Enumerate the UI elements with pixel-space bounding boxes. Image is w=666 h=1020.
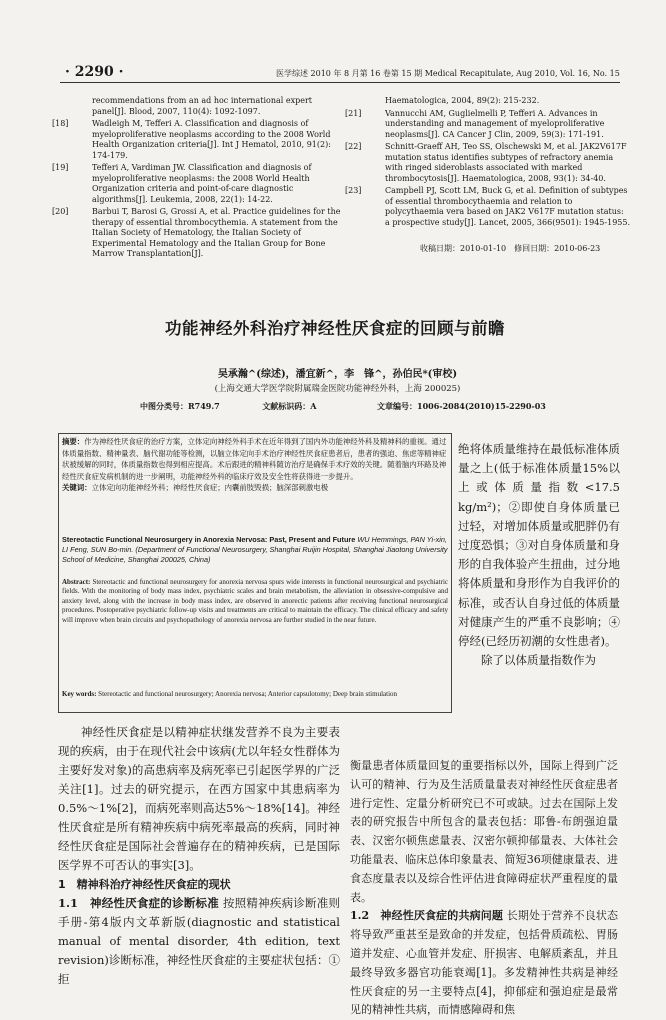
article-number: 文章编号：1006-2084(2010)15-2290-03 [377,401,546,411]
references-left [52,96,342,262]
section-1-1-text: 按照精神疾病诊断准则手册-第4版内文革新版(diagnostic and statistical manual of mental disorder, 4th edition, text revision)诊断标准，神经性厌食症的主要症状包括：①拒 [58,896,341,986]
keywords-en-block [62,690,448,699]
reference-item: [21] Vannucchi AM, Guglielmelli P, Tefferi A. Advances in understanding and management of myeloproliferative neoplasms[J]. CA Cancer J Clin, 2009, 59(3): 171-191. [345,108,605,139]
page-number: · 2290 · [65,64,124,80]
section-1-heading: 1 精神科治疗神经性厌食症的现状 [58,878,231,891]
section-1-1-title: 1.1 神经性厌食症的诊断标准 [58,896,220,910]
journal-header: 医学综述 2010 年 8 月第 16 卷第 15 期 Medical Recapitulate, Aug 2010, Vol. 16, No. 15 [276,69,620,78]
reference-item: [20] Barbui T, Barosi G, Grossi A, et al. Practice guidelines for the therapy of essential thrombocythemia. A statement from the Italian Society of Hematology, the Italian Society of Experimental Hematology and the Italian Group for Bone Marrow Transplantation[J]. [52,207,341,258]
reference-item: Haematologica, 2004, 89(2): 215-232. [385,96,540,105]
abstract-en [62,578,448,625]
doc-code: 文献标识码：A [262,401,317,411]
abstract-zh [62,436,448,494]
abstract-en-authors: WU Hemmings, PAN Yi-xin, LI Feng, SUN Bo-min. [62,535,447,554]
section-1-2 [350,907,618,1020]
keywords-zh-label: 关键词： [62,483,92,492]
right-column-body [350,757,618,1020]
right-column-top [458,440,620,670]
reference-item: [19] Tefferi A, Vardiman JW. Classification and diagnosis of myeloproliferative neoplasms: the 2008 World Health Organization criteria and point-of-care diagnostic algorithms[J]. Leukemia, 2008, 22(1): 14-22. [52,163,312,204]
keywords-en-label: Key words: [62,690,97,698]
received-dates: 收稿日期：2010-01-10 修回日期：2010-06-23 [420,244,601,253]
abstract-en-affiliation: (Department of Functional Neurosurgery, Shanghai Ruijin Hospital, Shanghai Jiaotong University School of Medicine, Shanghai 200025, China) [62,545,448,564]
classification-line [140,401,546,412]
keywords-en: Stereotactic and functional neurosurgery; Anorexia nervosa; Anterior capsulotomy; Deep brain stimulation [98,690,398,698]
scales-paragraph: 衡量患者体质量回复的重要指标以外，国际上得到广泛认可的精神、行为及生活质量量表对神经性厌食症患者进行定性、定量分析研究已不可或缺。过去在国际上发表的研究报告中所包含的量表包括：耶鲁-布朗强迫量表、汉密尔顿焦虑量表、汉密尔顿抑郁量表、大体社会功能量表、临床总体印象量表、简短36项健康量表、进食态度量表以及综合性评估进食障碍症状严重程度的量表。 [350,759,618,904]
reference-item: [22] Schnitt-Graeff AH, Teo SS, Olschewski M, et al. JAK2V617F mutation status identifies subtypes of refractory anemia with ringed sideroblasts associated with marked thrombocytosis[J]. Haematologica, 2008, 93(1): 34-40. [345,142,627,183]
section-1-2-text: 长期处于营养不良状态将导致严重甚至是致命的并发症，包括骨质疏松、胃肠道并发症、心血管并发症、肝损害、电解质紊乱，并且最终导致多器官功能衰竭[1]。多发精神性共病是神经性厌食症的另一主要特点[4]，抑郁症和强迫症是最常见的精神性共病，而情感障碍和焦 [350,909,619,1017]
diagnostic-criteria-continued: 绝将体质量维持在最低标准体质量之上(低于标准体质量15%以上或体质量指数<17.5 kg/m²)；②即使自身体质量已过轻，对增加体质量或肥胖仍有过度恐惧；③对自身体质量和身形的自我体验产生扭曲，过分地将体质量和身形作为自我评价的标准，或否认自身过低的体质量对健康产生的严重不良影响；④停经(已经历初潮的女性患者)。 [458,442,620,649]
reference-item: [18] Wadleigh M, Tefferi A. Classification and diagnosis of myeloproliferative neoplasms according to the 2008 World Health Organization criteria[J]. Int J Hematol, 2010, 91(2): 174-179. [52,119,331,160]
left-column-body [58,723,340,989]
article-authors: 吴承瀚^(综述)，潘宜新^，李 锋^，孙伯民*(审校) [217,369,458,380]
section-1-2-title: 1.2 神经性厌食症的共病问题 [350,909,504,923]
abstract-zh-label: 摘要： [62,437,85,446]
reference-item: recommendations from an ad hoc international expert panel[J]. Blood, 2007, 110(4): 1092-1097. [92,96,312,116]
clc-code: 中图分类号：R749.7 [140,401,220,411]
abstract-en-text: Stereotactic and functional neurosurgery for anorexia nervosa spurs wide interests in functional neurosurgical and psychiatric fields. With the monitoring of body mass index, psychiatric scales and brain metabolism, the alleviation in obsessive-compulsive and anxiety level, along with the increase in body mass index, are observed in anorectic patients after receiving functional neurosurgical procedures. Postoperative psychiatric follow-up visits and treatments are critical to maintain the efficacy. The clinical efficacy and safety will improve when brain circuits and psychopathology of anorexia nervosa are further studied in the near future. [62,578,448,624]
header-rule [60,82,620,83]
references-right [345,96,630,230]
reference-item: [23] Campbell PJ, Scott LM, Buck G, et al. Definition of subtypes of essential thrombocythaemia and relation to polycythaemia vera based on JAK2 V617F mutation status: a prospective study[J]. Lancet, 2005, 366(9501): 1945-1955. [345,186,631,227]
paragraph-start: 除了以体质量指数作为 [481,653,596,668]
abstract-en-title: Stereotactic Functional Neurosurgery in Anorexia Nervosa: Past, Present and Future [62,535,356,544]
keywords-zh: 立体定向功能神经外科；神经性厌食症；内囊前肢毁损；脑深部刺激电极 [91,483,329,492]
abstract-zh-text: 作为神经性厌食症的治疗方案，立体定向神经外科手术在近年得到了国内外功能神经外科及精神科的重视。通过体质量指数、精神量表、脑代谢功能等检测，以脑立体定向手术治疗神经性厌食症患者后，患者的强迫、焦虑等精神症状被缓解的同时，体质量指数也得到相应提高。术后跟进的精神科随访治疗是确保手术疗效的关键。随着脑内环路及神经性厌食症发病机制的进一步阐明，功能神经外科的临床疗效及安全性将获得进一步提升。 [62,437,447,481]
article-affiliation: (上海交通大学医学院附属瑞金医院功能神经外科，上海 200025) [214,384,461,394]
abstract-en-header [62,535,448,565]
article-title: 功能神经外科治疗神经性厌食症的回顾与前瞻 [165,319,505,338]
abstract-en-label: Abstract: [62,578,91,586]
intro-paragraph: 神经性厌食症是以精神症状继发营养不良为主要表现的疾病，由于在现代社会中该病(尤以年轻女性群体为主要好发对象)的高患病率及病死率已引起医学界的广泛关注[1]。过去的研究提示，在西方国家中其患病率为0.5%～1%[2]，而病死率则高达5%～18%[14]。神经性厌食症是所有精神疾病中病死率最高的疾病，同时神经性厌食症是国际社会普遍存在的精神疾病，已是国际医学界不可否认的事实[3]。 [58,725,340,872]
